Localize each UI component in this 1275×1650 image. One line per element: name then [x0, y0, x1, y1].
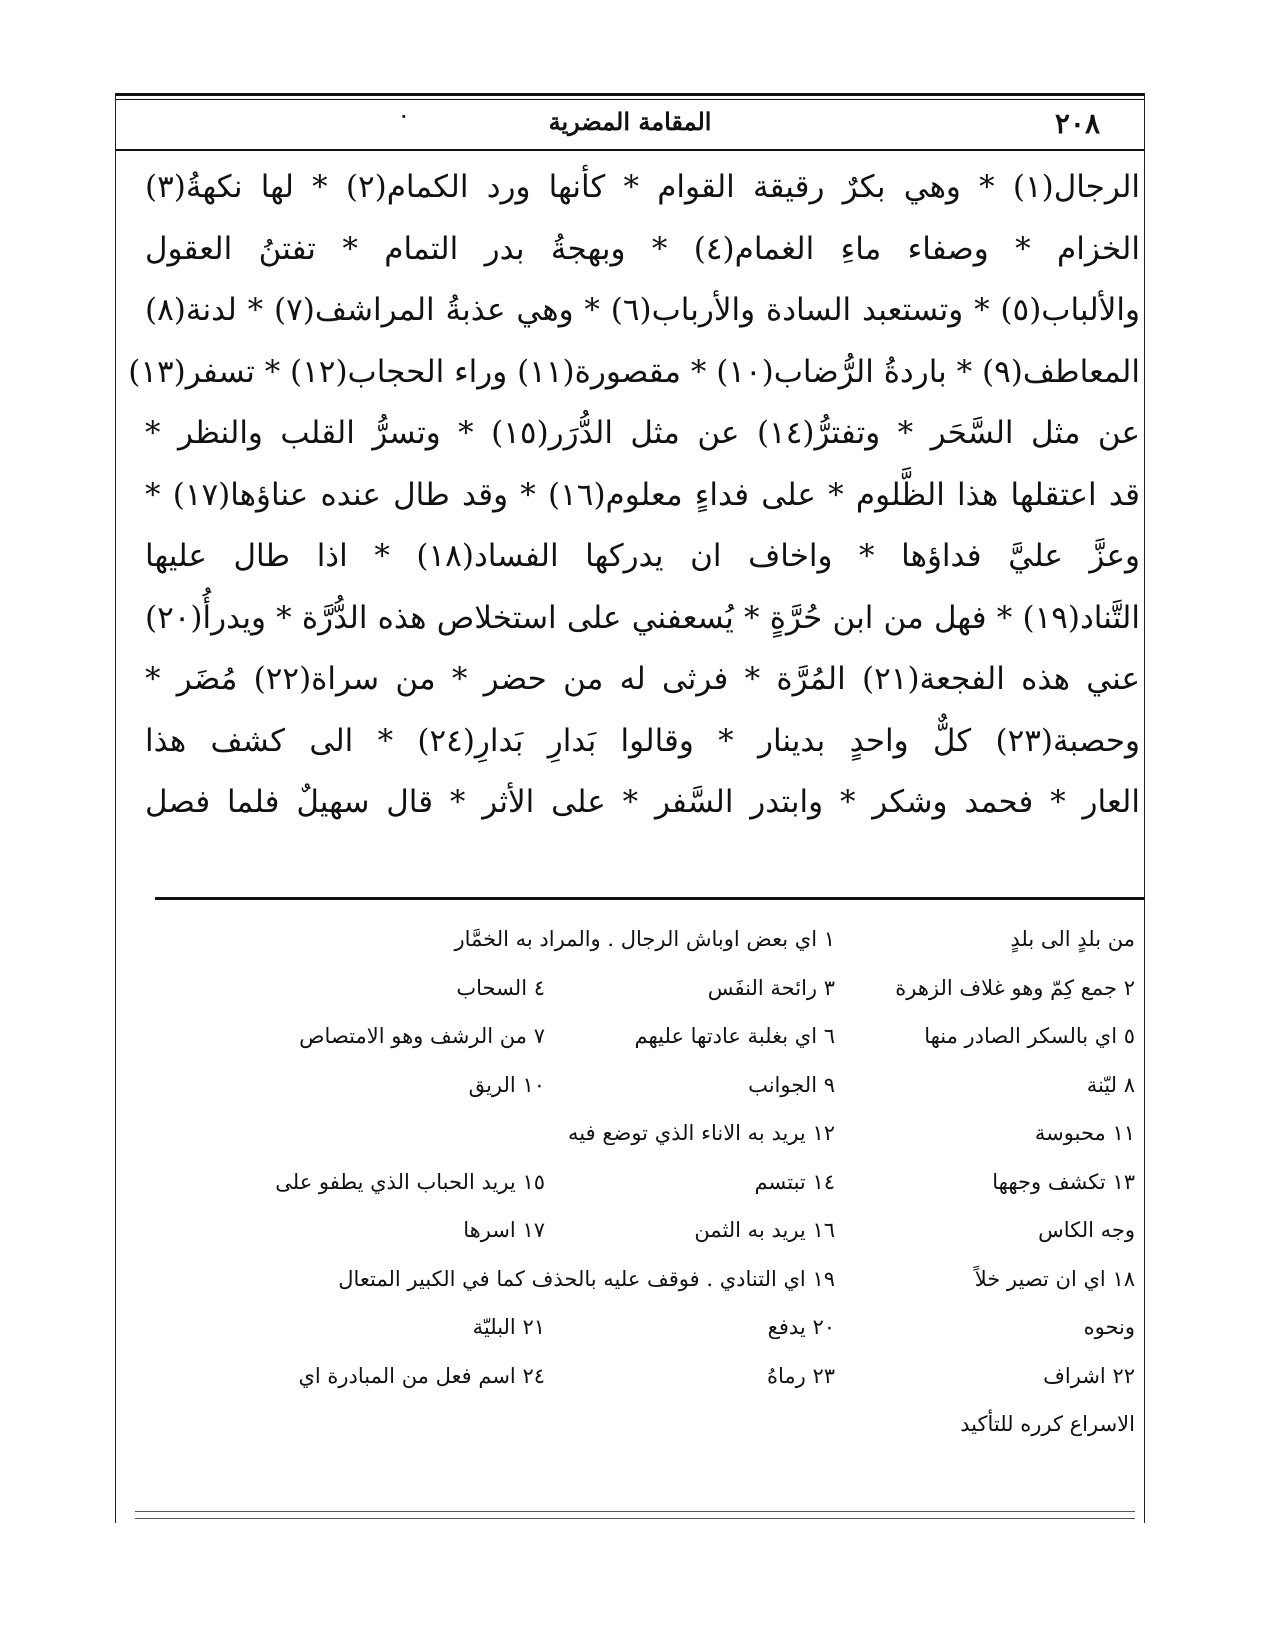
text-line: قد اعتقلها هذا الظَّلوم * على فداءٍ معلوم(١٦) * وقد طال عنده عناؤها(١٧) *: [145, 476, 1140, 513]
footnote-col-a: ٨ ليّنة: [1086, 1072, 1135, 1097]
text-line: وحصبة(٢٣) كلٌّ واحدٍ بدينار * وقالوا بَدارِ بَدارِ(٢٤) * الى كشف هذا: [145, 722, 1140, 759]
page-header: [115, 105, 1145, 145]
text-line: التَّناد(١٩) * فهل من ابن حُرَّةٍ * يُسعفني على استخلاص هذه الدُّرَّة * ويدرأُ(٢٠): [145, 599, 1140, 636]
footnote-col-b: ١ اي بعض اوباش الرجال . والمراد به الخمَّار: [454, 927, 835, 951]
footnote-col-a: الاسراع كرره للتأكيد: [960, 1412, 1135, 1436]
footnote-col-a: ١١ محبوسة: [1034, 1121, 1135, 1145]
footnote-col-a: من بلدٍ الى بلدٍ: [1010, 927, 1135, 951]
footnote-line: [135, 915, 1135, 964]
footnote-line: [135, 1158, 1135, 1207]
footnote-separator: [155, 897, 1145, 900]
footnote-col-b: ١٦ يريد به الثمن: [694, 1218, 835, 1242]
footnote-col-c: ٤ السحاب: [456, 975, 545, 1000]
running-title: المقامة المضرية: [548, 107, 712, 136]
footnote-col-a: ١٨ اي ان تصير خلاً: [974, 1266, 1135, 1291]
text-line: والألباب(٥) * وتستعبد السادة والأرباب(٦) * وهي عذبةُ المراشف(٧) * لدنة(٨): [145, 292, 1140, 328]
footnote-col-a: وجه الكاس: [1038, 1218, 1135, 1242]
text-line: عن مثل السَّحَر * وتفترُّ(١٤) عن مثل الدُّرَر(١٥) * وتسرُّ القلب والنظر *: [145, 415, 1141, 451]
footnote-col-c: ١٠ الريق: [468, 1072, 545, 1097]
page-frame: [115, 93, 1145, 1523]
text-line: الرجال(١) * وهي بكرٌ رقيقة القوام * كأنها ورد الكمام(٢) * لها نكهةُ(٣): [145, 169, 1140, 205]
footnote-col-c: ٧ من الرشف وهو الامتصاص: [299, 1024, 545, 1048]
right-margin-rule: [1144, 93, 1145, 1523]
footnote-line: [135, 1255, 1135, 1304]
bottom-rule-second: [135, 1518, 1135, 1519]
footnote-col-b: ٢٣ رماهُ: [766, 1363, 835, 1388]
footnote-col-c: ١٥ يريد الحباب الذي يطفو على: [275, 1169, 545, 1194]
footnotes: [135, 915, 1135, 1449]
footnote-line: [135, 1303, 1135, 1352]
text-line: وعزَّ عليَّ فداؤها * واخاف ان يدركها الفساد(١٨) * اذا طال عليها: [145, 538, 1141, 574]
top-rule-thin: [115, 99, 1145, 100]
footnote-col-b: ٣ رائحة النفَس: [707, 975, 835, 1000]
footnote-line: [135, 1400, 1135, 1449]
footnote-line: [135, 1061, 1135, 1110]
bottom-rule: [135, 1511, 1135, 1512]
text-line: العار * فحمد وشكر * وابتدر السَّفر * على الأثر * قال سهيلٌ فلما فصل: [145, 784, 1140, 820]
page-number: ٢٠٨: [1054, 107, 1100, 140]
footnote-col-b: ١٤ تبتسم: [754, 1169, 835, 1194]
header-rule: [115, 149, 1145, 151]
footnote-line: [135, 1012, 1135, 1061]
footnote-col-b: ٢٠ يدفع: [767, 1315, 835, 1339]
footnote-col-a: ١٣ تكشف وجهها: [992, 1169, 1135, 1194]
footnote-col-b: ١٩ اي التنادي . فوقف عليه بالحذف كما في الكبير المتعال: [338, 1266, 835, 1291]
text-line: الخزام * وصفاء ماءِ الغمام(٤) * وبهجةُ بدر التمام * تفتنُ العقول: [145, 230, 1140, 267]
footnote-col-c: ١٧ اسرها: [463, 1218, 545, 1242]
footnote-col-c: ٢٤ اسم فعل من المبادرة اي: [298, 1363, 545, 1388]
left-margin-rule: [115, 93, 116, 1523]
footnote-col-a: ٥ اي بالسكر الصادر منها: [924, 1024, 1135, 1048]
text-line: المعاطف(٩) * باردةُ الرُّضاب(١٠) * مقصورة(١١) وراء الحجاب(١٢) * تسفر(١٣): [128, 353, 1140, 390]
footnote-col-c: ٢١ البليّة: [472, 1315, 545, 1339]
footnote-line: [135, 964, 1135, 1013]
text-line: عني هذه الفجعة(٢١) المُرَّة * فرثى له من حضر * من سراة(٢٢) مُضَر *: [145, 661, 1140, 697]
header-dot: ·: [400, 103, 408, 131]
footnote-col-b: ١٢ يريد به الاناء الذي توضع فيه: [568, 1121, 835, 1145]
footnote-line: [135, 1109, 1135, 1158]
top-rule: [115, 93, 1145, 96]
footnote-col-b: ٩ الجوانب: [748, 1072, 835, 1097]
footnote-line: [135, 1206, 1135, 1255]
footnote-col-b: ٦ اي بغلبة عادتها عليهم: [634, 1024, 835, 1048]
footnote-col-a: ونحوه: [1083, 1315, 1135, 1339]
main-text: [128, 157, 1141, 834]
footnote-col-a: ٢ جمع كِمّ وهو غلاف الزهرة: [895, 975, 1135, 1000]
footnote-col-a: ٢٢ اشراف: [1043, 1363, 1135, 1388]
footnote-line: [135, 1352, 1135, 1401]
